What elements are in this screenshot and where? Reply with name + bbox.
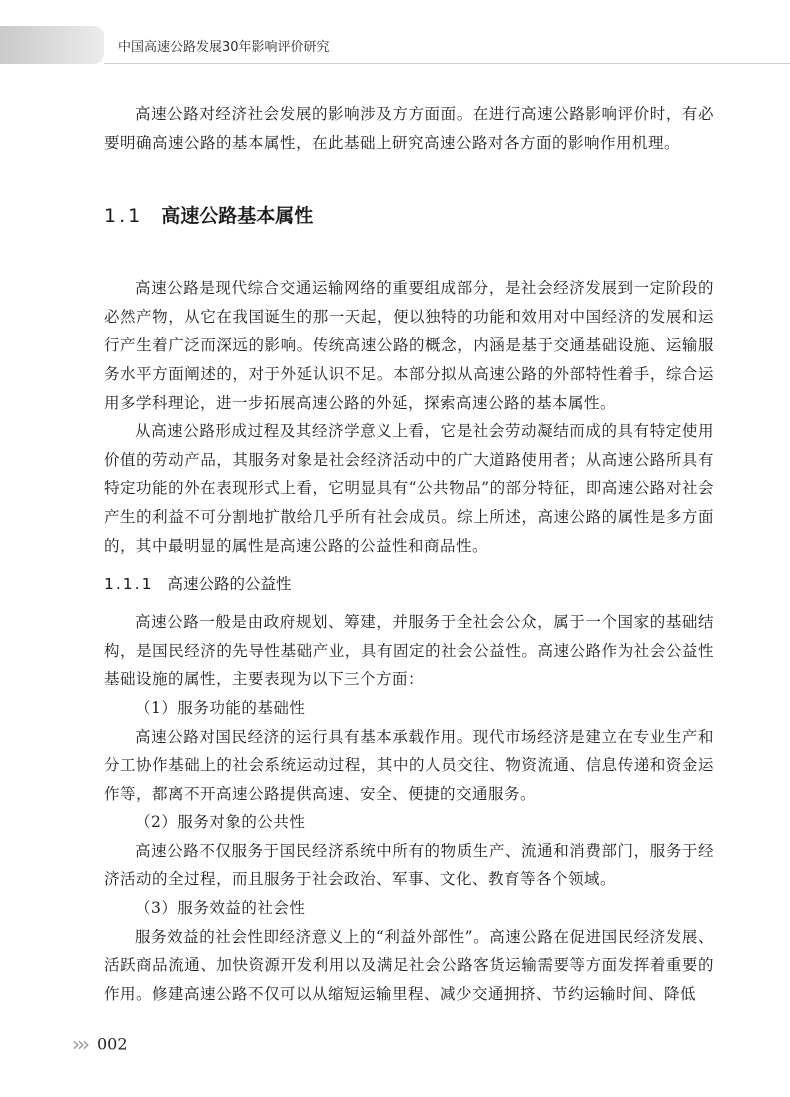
header-rule bbox=[104, 63, 790, 64]
section-number: 1.1 bbox=[104, 205, 144, 228]
item-1-heading: （1）服务功能的基础性 bbox=[135, 698, 306, 717]
running-title: 中国高速公路发展30年影响评价研究 bbox=[118, 40, 330, 55]
section-heading bbox=[104, 203, 714, 229]
page-body bbox=[104, 100, 714, 1008]
item-1-text: 高速公路对国民经济的运行具有基本承载作用。现代市场经济是建立在专业生产和分工协作基础上的社会系统运动过程，其中的人员交往、物资流通、信息传递和资金运作等，都离不开高速公路提供高速、安全、便捷的交通服务。 bbox=[104, 727, 714, 803]
section-title: 高速公路基本属性 bbox=[161, 205, 314, 228]
page-number: 002 bbox=[97, 1034, 128, 1054]
subsection-title: 高速公路的公益性 bbox=[167, 575, 292, 594]
item-3-heading: （3）服务效益的社会性 bbox=[135, 899, 306, 918]
double-chevron-right-icon: ››› bbox=[72, 1032, 87, 1056]
section-paragraph-2: 从高速公路形成过程及其经济学意义上看，它是社会劳动凝结而成的具有特定使用价值的劳动产品，其服务对象是社会经济活动中的广大道路使用者；从高速公路所具有特定功能的外在表现形式上看，它明显具有“公共物品”的部分特征，即高速公路对社会产生的利益不可分割地扩散给几乎所有社会成员。综上所述，高速公路的属性是多方面的，其中最明显的属性是高速公路的公益性和商品性。 bbox=[104, 422, 714, 555]
subsection-heading bbox=[104, 573, 714, 595]
section-paragraph-1: 高速公路是现代综合交通运输网络的重要组成部分，是社会经济发展到一定阶段的必然产物，从它在我国诞生的那一天起，便以独特的功能和效用对中国经济的发展和运行产生着广泛而深远的影响。传统高速公路的概念，内涵是基于交通基础设施、运输服务水平方面阐述的，对于外延认识不足。本部分拟从高速公路的外部特性着手，综合运用多学科理论，进一步拓展高速公路的外延，探索高速公路的基本属性。 bbox=[104, 279, 714, 412]
item-2-heading: （2）服务对象的公共性 bbox=[135, 813, 306, 832]
intro-paragraph: 高速公路对经济社会发展的影响涉及方方面面。在进行高速公路影响评价时，有必要明确高速公路的基本属性，在此基础上研究高速公路对各方面的影响作用机理。 bbox=[104, 105, 714, 152]
header-tab-decoration bbox=[0, 26, 104, 64]
subsection-intro-paragraph: 高速公路一般是由政府规划、筹建，并服务于全社会公众，属于一个国家的基础结构，是国民经济的先导性基础产业，具有固定的社会公益性。高速公路作为社会公益性基础设施的属性，主要表现为以下三个方面： bbox=[104, 613, 714, 689]
item-3-text: 服务效益的社会性即经济意义上的“利益外部性”。高速公路在促进国民经济发展、活跃商品流通、加快资源开发利用以及满足社会公路客货运输需要等方面发挥着重要的作用。修建高速公路不仅可以从缩短运输里程、减少交通拥挤、节约运输时间、降低 bbox=[104, 927, 714, 1003]
page-footer bbox=[72, 1032, 128, 1056]
item-2-text: 高速公路不仅服务于国民经济系统中所有的物质生产、流通和消费部门，服务于经济活动的全过程，而且服务于社会政治、军事、文化、教育等各个领域。 bbox=[104, 841, 714, 889]
subsection-number: 1.1.1 bbox=[104, 575, 154, 594]
